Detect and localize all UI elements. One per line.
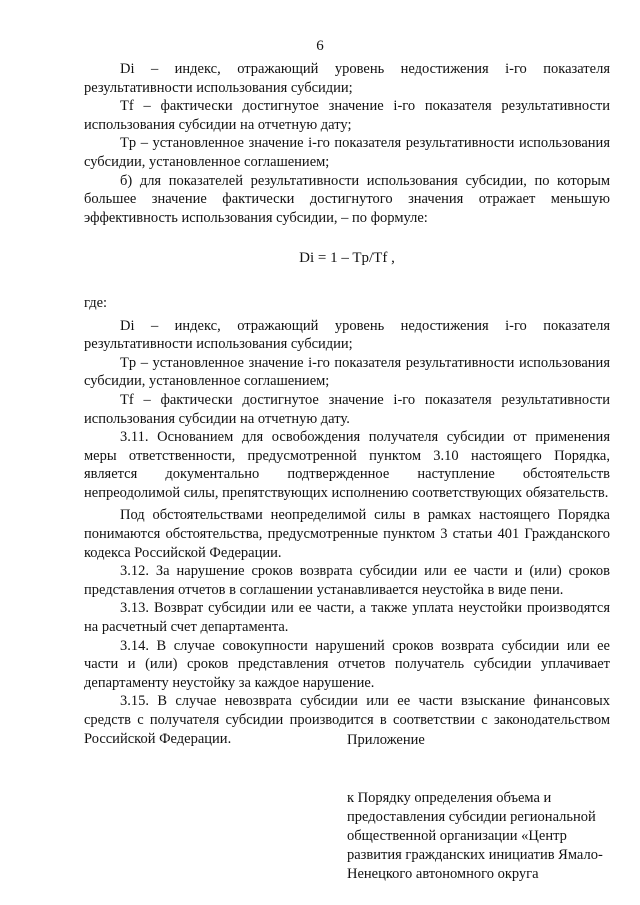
paragraph-di-definition-2: Di – индекс, отражающий уровень недостижения i-го показателя результативности использования субсидии; (84, 317, 610, 353)
where-label: где: (84, 294, 108, 311)
paragraph-formula-intro: б) для показателей результативности использования субсидии, по которым большее значение фактически достигнутого значения отражает меньшую эффективность использования субсидии, – по формуле: (84, 172, 610, 226)
paragraph-3-12: 3.12. За нарушение сроков возврата субсидии или ее части и (или) сроков представления отчетов в соглашении устанавливается неустойка в виде пени. (84, 563, 610, 598)
paragraph-tf-definition: Tf – фактически достигнутое значение i-го показателя результативности использования субсидии на отчетную дату; (84, 98, 610, 133)
document-body (84, 60, 610, 748)
paragraph-tp-definition: Tp – установленное значение i-го показателя результативности использования субсидии, установленное соглашением; (84, 135, 610, 170)
formula: Di = 1 – Tp/Tf , (299, 250, 395, 267)
paragraph-tp-definition-2: Tp – установленное значение i-го показателя результативности использования субсидии, установленное соглашением; (84, 354, 610, 390)
paragraph-tf-definition-2: Tf – фактически достигнутое значение i-го показателя результативности использования субсидии на отчетную дату. (84, 391, 610, 427)
paragraph-3-14: 3.14. В случае совокупности нарушений сроков возврата субсидии или ее части и (или) сроков представления отчетов получатель субсидии уплачивает департаменту неустойку за каждое нарушение. (84, 637, 610, 691)
paragraph-3-13: 3.13. Возврат субсидии или ее части, а также уплата неустойки производятся на расчетный счет департамента. (84, 600, 610, 636)
paragraph-di-definition: Di – индекс, отражающий уровень недостижения i-го показателя результативности использования субсидии; (84, 61, 610, 96)
paragraph-3-15: 3.15. В случае невозврата субсидии или ее части взыскание финансовых средств с получателя субсидии производится в соответствии с законодательством Российской Федерации. (84, 693, 610, 747)
appendix-title: Приложение (347, 732, 425, 748)
appendix-text: к Порядку определения объема и предоставления субсидии региональной общественной организации «Центр развития гражданских инициатив Ямало-Ненецкого автономного округа (347, 790, 603, 882)
paragraph-3-11: 3.11. Основанием для освобождения получателя субсидии от применения меры ответственности, предусмотренной пунктом 3.10 настоящего Порядка, является документально подтвержденное наступление обстоятельств непреодолимой силы, препятствующих исполнению соответствующих обязательств. (84, 429, 610, 501)
page-number: 6 (316, 38, 324, 54)
paragraph-force-majeure: Под обстоятельствами неопределимой силы в рамках настоящего Порядка понимаются обстоятельства, предусмотренные пунктом 3 статьи 401 Гражданского кодекса Российской Федерации. (84, 507, 610, 561)
